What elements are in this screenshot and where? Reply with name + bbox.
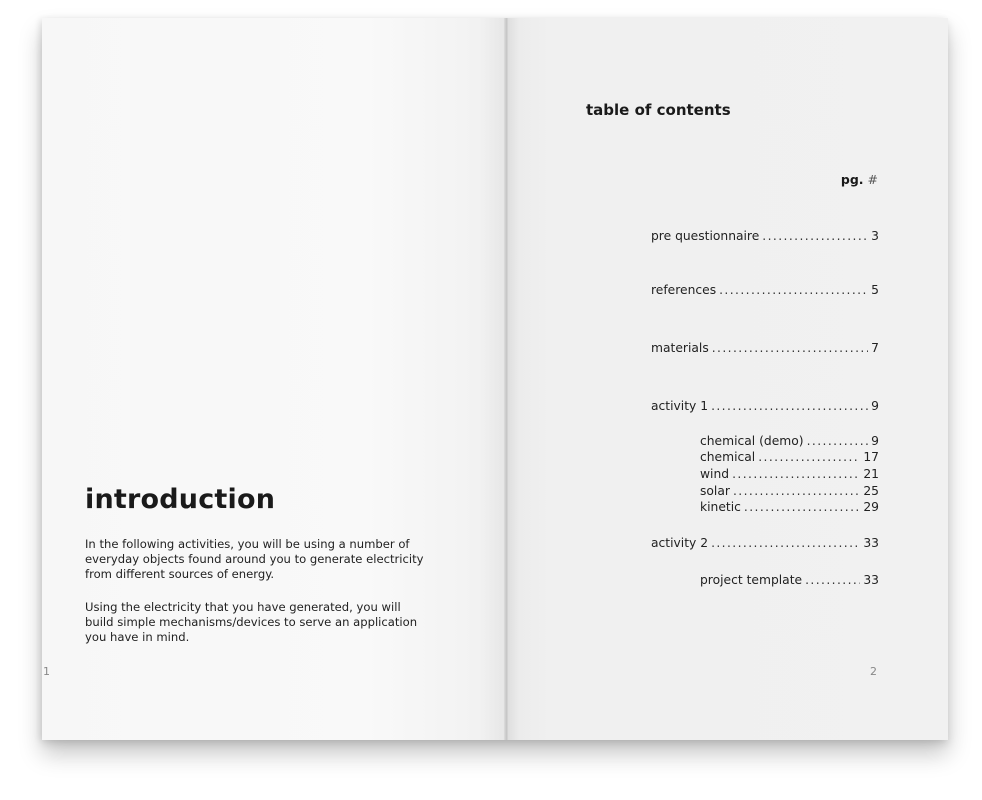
- right-page: [506, 18, 948, 740]
- toc-entry-page: 29: [863, 500, 879, 514]
- toc-leader-dots: [711, 398, 868, 414]
- toc-entry-page: 5: [871, 283, 879, 297]
- toc-entry-page: 7: [871, 341, 879, 355]
- toc-entry-label: references: [651, 283, 717, 297]
- toc-entry-label: activity 1: [651, 399, 709, 413]
- toc-entry-page: 3: [871, 229, 879, 243]
- toc-entry-page: 33: [863, 536, 879, 550]
- toc-page-column-header: [760, 172, 878, 187]
- toc-heading: table of contents: [586, 101, 731, 119]
- toc-entry-label: kinetic: [700, 500, 741, 514]
- intro-paragraph-2: Using the electricity that you have generated, you will build simple mechanisms/devices to serve an application you have in mind.: [85, 600, 418, 644]
- toc-leader-dots: [807, 433, 869, 449]
- toc-leader-dots: [711, 535, 860, 551]
- left-page-number: 1: [43, 665, 50, 678]
- toc-entry-label: solar: [700, 484, 730, 498]
- toc-entry-page: 17: [863, 450, 879, 464]
- toc-entry-label: pre questionnaire: [651, 229, 760, 243]
- toc-entry-chemical: [700, 449, 879, 465]
- toc-entry-references: [651, 282, 879, 298]
- toc-entry-page: 25: [863, 484, 879, 498]
- toc-entry-kinetic: [700, 499, 879, 515]
- toc-entry-page: 9: [871, 434, 879, 448]
- toc-leader-dots: [762, 228, 868, 244]
- toc-leader-dots: [712, 340, 868, 356]
- toc-leader-dots: [758, 449, 860, 465]
- toc-entry-pre-questionnaire: [651, 228, 879, 244]
- toc-entry-label: materials: [651, 341, 709, 355]
- toc-leader-dots: [732, 466, 860, 482]
- toc-entry-solar: [700, 483, 879, 499]
- book-gutter: [504, 18, 508, 740]
- toc-entry-activity-2: [651, 535, 879, 551]
- toc-entry-label: chemical (demo): [700, 434, 804, 448]
- toc-entry-wind: [700, 466, 879, 482]
- toc-entry-label: activity 2: [651, 536, 709, 550]
- toc-entry-chemical-demo: [700, 433, 879, 449]
- toc-entry-page: 9: [871, 399, 879, 413]
- toc-entry-page: 33: [863, 573, 879, 587]
- toc-entry-label: chemical: [700, 450, 756, 464]
- intro-paragraph-1: In the following activities, you will be using a number of everyday objects found around you to generate electricity from different sources of energy.: [85, 537, 424, 581]
- introduction-heading: introduction: [85, 484, 276, 515]
- toc-entry-page: 21: [863, 467, 879, 481]
- toc-leader-dots: [744, 499, 860, 515]
- toc-leader-dots: [733, 483, 860, 499]
- pg-label: pg.: [840, 172, 864, 187]
- pg-hash: #: [867, 172, 878, 187]
- toc-entry-label: project template: [700, 573, 803, 587]
- toc-entry-project-template: [700, 572, 879, 588]
- toc-entry-materials: [651, 340, 879, 356]
- toc-leader-dots: [719, 282, 868, 298]
- toc-entry-activity-1: [651, 398, 879, 414]
- right-page-number: 2: [870, 665, 877, 678]
- toc-leader-dots: [805, 572, 860, 588]
- toc-entry-label: wind: [700, 467, 730, 481]
